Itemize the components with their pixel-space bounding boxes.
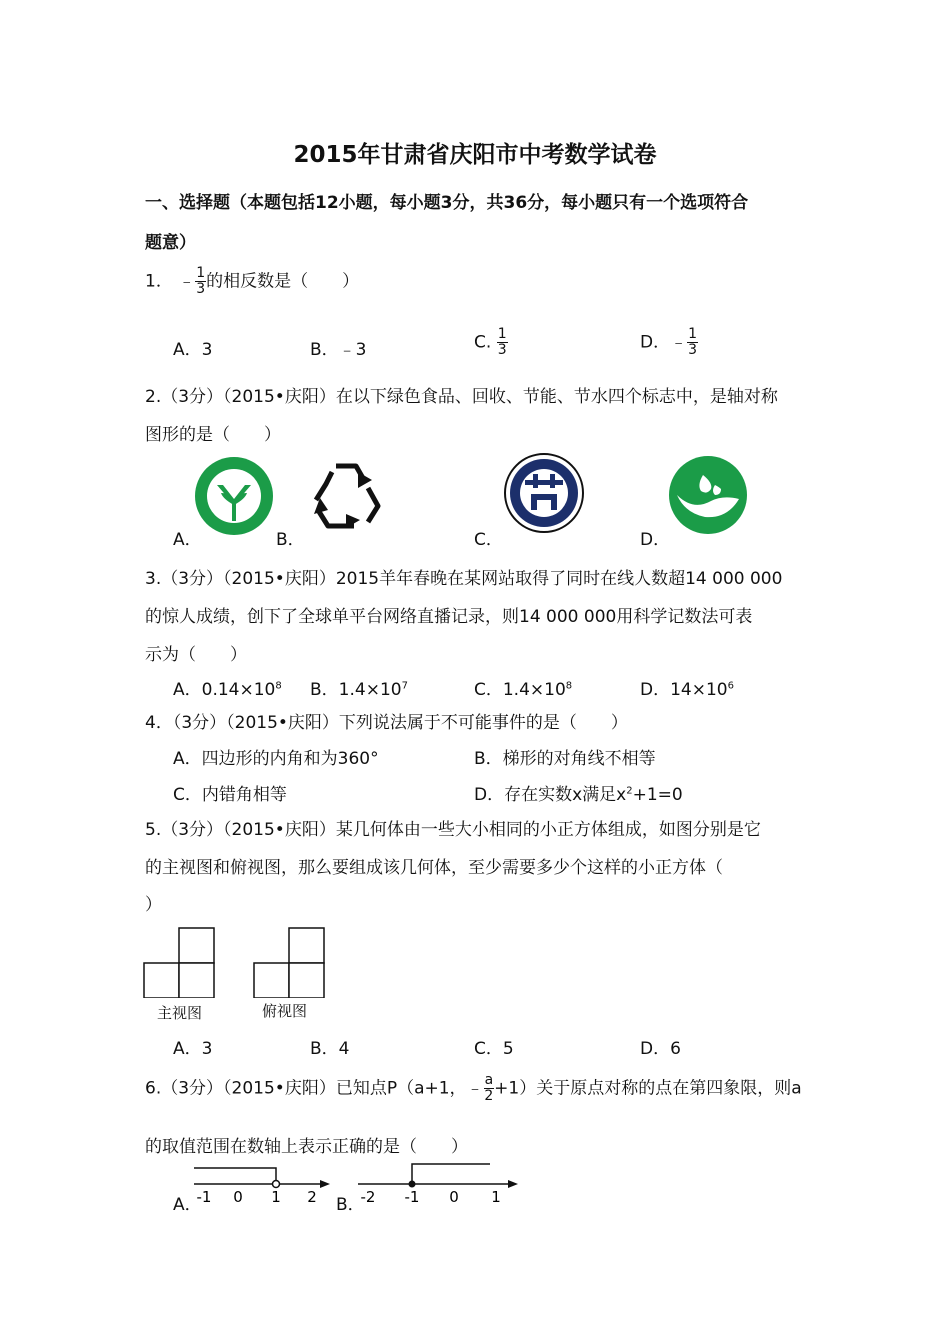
- q2-line1: 2.（3分）（2015•庆阳）在以下绿色食品、回收、节能、节水四个标志中，是轴对称: [145, 387, 778, 407]
- axis-b-label-4: 1: [491, 1188, 501, 1206]
- q4-line1: 4．（3分）（2015•庆阳）下列说法属于不可能事件的是（ ）: [145, 713, 628, 733]
- q3-b-exp: 7: [401, 680, 408, 692]
- q4-option-c: C．内错角相等: [173, 785, 287, 805]
- q3-b-base: B．1.4×10: [310, 680, 402, 700]
- q2-option-b: B．: [276, 530, 305, 550]
- q4-d-pre: D．存在实数x满足x: [474, 785, 627, 805]
- q1-option-c-label: C.: [474, 332, 492, 353]
- axis-a-label-1: -1: [196, 1188, 212, 1206]
- q1-number: 1．: [145, 271, 173, 292]
- q3-option-b: [310, 675, 408, 700]
- q1-neg-sign: ﹣: [178, 271, 196, 292]
- front-view-figure: [142, 926, 218, 998]
- q6-option-a: A．: [173, 1195, 202, 1215]
- q3-line2: 的惊人成绩，创下了全球单平台网络直播记录，则14 000 000用科学记数法可表: [145, 607, 753, 627]
- q1-option-c: [474, 327, 508, 358]
- q2-option-a: A．: [173, 530, 202, 550]
- q4-d-post: +1=0: [632, 785, 683, 805]
- top-view-label: 俯视图: [262, 1002, 308, 1020]
- q6-option-b: B．: [336, 1195, 365, 1215]
- q1-d-num: 1: [688, 326, 698, 342]
- q3-line1: 3.（3分）（2015•庆阳）2015羊年春晚在某网站取得了同时在线人数超14 000 000: [145, 569, 783, 589]
- axis-b-label-2: -1: [404, 1188, 420, 1206]
- q4-d-exp: 2: [626, 785, 633, 797]
- q1-option-b: B．﹣3: [310, 340, 367, 360]
- q6-pre: 6.（3分）（2015•庆阳）已知点P（a+1，﹣: [145, 1078, 484, 1099]
- q1-frac-den: 3: [196, 281, 206, 297]
- q3-c-exp: 8: [565, 680, 573, 692]
- q3-d-base: D．14×10: [640, 680, 728, 700]
- recycle-logo-icon: [306, 458, 386, 534]
- q1-c-num: 1: [497, 326, 507, 342]
- section-heading-line1: 一、选择题（本题包括12小题，每小题3分，共36分，每小题只有一个选项符合: [145, 193, 749, 213]
- q2-option-d: D．: [640, 530, 671, 550]
- axis-a-label-2: 0: [233, 1188, 243, 1206]
- q5-line3: ）: [145, 895, 162, 915]
- q4-option-a: A．四边形的内角和为360°: [173, 749, 379, 769]
- page-title: 2015年甘肃省庆阳市中考数学试卷: [293, 142, 657, 168]
- q3-d-exp: 6: [727, 680, 734, 692]
- top-view-figure: [252, 926, 328, 998]
- water-saving-logo-icon: [667, 455, 749, 535]
- number-line-a: [192, 1160, 332, 1208]
- q1-frac-num: 1: [196, 265, 206, 281]
- q6-frac-den: 2: [484, 1088, 494, 1104]
- q3-c-base: C．1.4×10: [474, 680, 566, 700]
- q6-line2: 的取值范围在数轴上表示正确的是（ ）: [145, 1137, 468, 1157]
- front-view-label: 主视图: [157, 1004, 203, 1022]
- q1-fraction: [195, 266, 206, 297]
- q1-option-c-fraction: [497, 327, 508, 358]
- q5-line1: 5.（3分）（2015•庆阳）某几何体由一些大小相同的小正方体组成，如图分别是它: [145, 820, 761, 840]
- axis-a-label-3: 1: [271, 1188, 281, 1206]
- energy-saving-logo-icon: [503, 452, 585, 534]
- q3-a-base: A．0.14×10: [173, 680, 276, 700]
- q5-line2: 的主视图和俯视图，那么要组成该几何体，至少需要多少个这样的小正方体（: [145, 858, 723, 878]
- q1-option-a: A．3: [173, 340, 213, 360]
- q1-option-d-label: D．﹣: [640, 332, 688, 353]
- q2-option-c: C．: [474, 530, 503, 550]
- q4-option-b: B．梯形的对角线不相等: [474, 749, 656, 769]
- green-food-logo-icon: [193, 455, 275, 537]
- q2-line2: 图形的是（ ）: [145, 425, 281, 445]
- q1-text: 的相反数是（ ）: [206, 271, 360, 292]
- q1-c-den: 3: [497, 342, 507, 358]
- question-1: [145, 266, 359, 297]
- q3-a-exp: 8: [275, 680, 282, 692]
- section-heading-line2: 题意）: [145, 233, 196, 253]
- q1-d-den: 3: [688, 342, 698, 358]
- q5-option-a: A．3: [173, 1039, 213, 1059]
- q3-option-d: [640, 675, 734, 700]
- number-line-b: [356, 1160, 520, 1208]
- q3-option-a: [173, 675, 282, 700]
- axis-b-label-3: 0: [449, 1188, 459, 1206]
- q5-option-d: D．6: [640, 1039, 681, 1059]
- q3-option-c: [474, 675, 572, 700]
- q6-frac-num: a: [484, 1072, 494, 1088]
- q5-option-b: B．4: [310, 1039, 350, 1059]
- q1-option-d-fraction: [687, 327, 698, 358]
- axis-b-label-1: -2: [360, 1188, 376, 1206]
- q4-option-d: [474, 780, 683, 805]
- q5-option-c: C．5: [474, 1039, 514, 1059]
- q1-option-d: [640, 327, 698, 358]
- q6-fraction: [484, 1073, 495, 1104]
- axis-a-label-4: 2: [307, 1188, 317, 1206]
- q6-line1: [145, 1073, 802, 1104]
- q3-line3: 示为（ ）: [145, 645, 247, 665]
- q6-post: +1）关于原点对称的点在第四象限，则a: [494, 1078, 802, 1099]
